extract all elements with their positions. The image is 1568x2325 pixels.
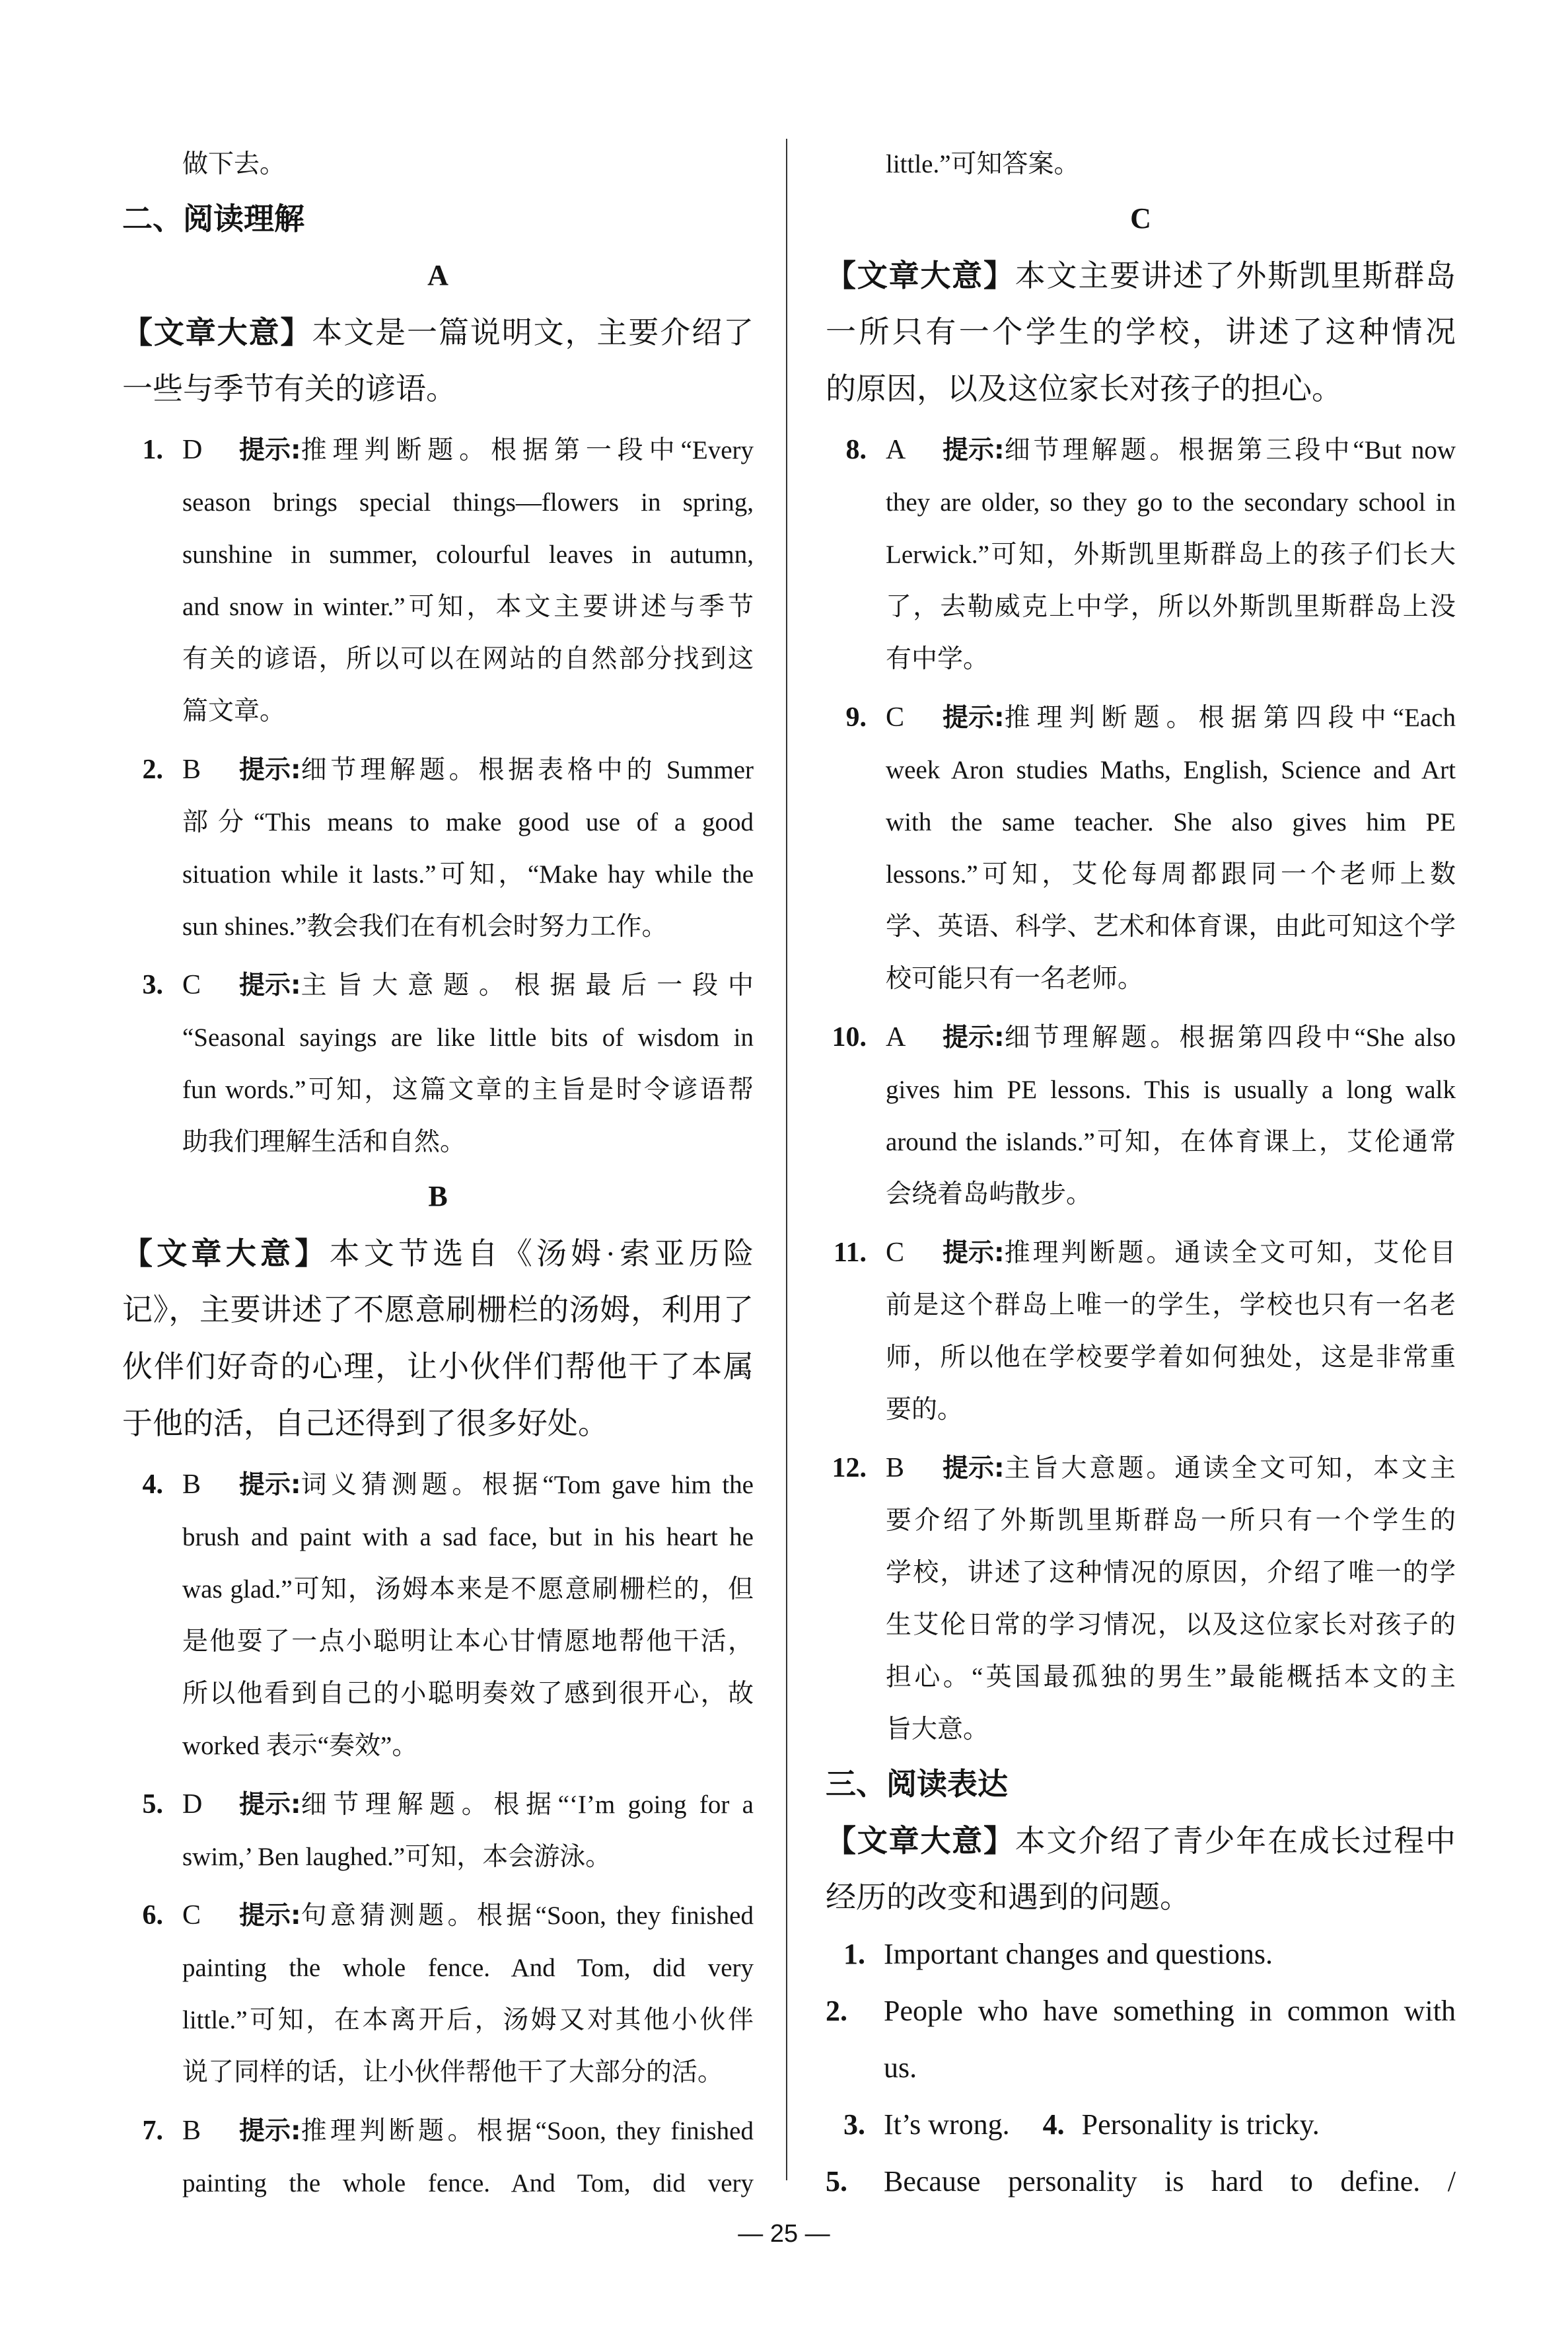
summary-line [826, 1869, 1456, 1926]
summary-line [826, 1812, 1456, 1869]
hint-text-line: lessons.”可知，艾伦每周都跟同一个老师上数 [886, 860, 1456, 889]
answer-item [122, 2105, 754, 2209]
passage-letter: C [1130, 202, 1151, 235]
hint-text-line: fun words.”可知，这篇文章的主旨是时令谚语帮 [182, 1076, 754, 1104]
answer-item [122, 1779, 754, 1883]
hint-text-line: with the same teacher. She also gives him PE [886, 808, 1456, 836]
item-number: 3. [142, 970, 163, 1000]
hint-text-line: little.”可知，在本离开后，汤姆又对其他小伙伴 [182, 2006, 754, 2034]
hint-text-line: 有中学。 [886, 645, 989, 673]
hint-label: 提示: [239, 971, 301, 1000]
expression-answer-line [826, 2153, 1456, 2210]
answer-letter: D [182, 435, 203, 465]
column-divider [786, 139, 787, 2180]
hint-text: 推理判断题。根据第一段中“Every [301, 436, 754, 464]
expression-answer-line [826, 1983, 1456, 2040]
hint-text-line: 校可能只有一名老师。 [886, 965, 1144, 993]
hint-label: 提示: [239, 1790, 301, 1820]
summary-line [122, 304, 754, 361]
answer-item [122, 424, 754, 737]
left-column [122, 138, 754, 2209]
continued-text: little.”可知答案。 [886, 150, 1080, 178]
summary-label: 【文章大意】 [826, 1823, 1015, 1859]
summary-line [826, 247, 1456, 304]
answer-item-first-line [122, 2105, 754, 2157]
answer-text: us. [884, 2051, 917, 2084]
hint-text-line: 是他耍了一点小聪明让本心甘情愿地帮他干活， [182, 1627, 754, 1656]
hint-text: 推理判断题。根据第四段中“Each [1004, 704, 1456, 732]
hint-label: 提示: [943, 1023, 1005, 1052]
hint-text: 推理判断题。通读全文可知，艾伦目 [1004, 1239, 1456, 1267]
answer-letter: C [182, 1900, 201, 1931]
item-number: 10. [832, 1022, 867, 1052]
hint-label: 提示: [239, 435, 301, 465]
summary-line [826, 304, 1456, 361]
answer-text: It’s wrong. [884, 2108, 1010, 2141]
hint-label: 提示: [239, 1901, 301, 1931]
answer-letter: B [182, 1469, 201, 1500]
passage-summary [122, 1225, 754, 1452]
item-number: 12. [832, 1453, 867, 1483]
hint-text: 主旨大意题。根据最后一段中 [301, 971, 754, 1000]
hint-text-line: and snow in winter.”可知，本文主要讲述与季节 [182, 593, 754, 621]
passage-summary [122, 304, 754, 418]
continued-text: 做下去。 [182, 150, 286, 178]
hint-text-line: 要的。 [886, 1395, 964, 1424]
answer-item-first-line [826, 1442, 1456, 1495]
hint-label: 提示: [239, 755, 301, 785]
hint-text-line: 助我们理解生活和自然。 [182, 1128, 466, 1156]
passage-summary [826, 247, 1456, 418]
summary-line [122, 361, 754, 418]
answer-number: 4. [1042, 2108, 1065, 2141]
hint-text-line: swim,’ Ben laughed.”可知，本会游泳。 [182, 1843, 612, 1871]
hint-label: 提示: [943, 1454, 1005, 1483]
hint-text-line: 前是这个群岛上唯一的学生，学校也只有一名老 [886, 1291, 1456, 1319]
hint-text-line: painting the whole fence. And Tom, did very [182, 2169, 754, 2197]
answer-letter: C [886, 1237, 905, 1268]
answer-item [826, 424, 1456, 685]
summary-text: 的原因，以及这位家长对孩子的担心。 [826, 372, 1342, 406]
hint-text: 细节理解题。根据表格中的 Summer [301, 756, 754, 784]
item-number: 11. [833, 1237, 867, 1268]
summary-line [122, 1282, 754, 1339]
hint-text: 细节理解题。根据“‘I’m going for a [301, 1790, 754, 1819]
hint-text: 推理判断题。根据“Soon, they finished [301, 2117, 754, 2145]
hint-text-line: around the islands.”可知，在体育课上，艾伦通常 [886, 1128, 1456, 1156]
hint-text-line: 部分“This means to make good use of a good [182, 808, 754, 836]
expression-answer-line [826, 2096, 1456, 2153]
answer-letter: A [886, 1022, 906, 1052]
answer-number: 2. [826, 1995, 847, 2027]
answer-item-first-line [122, 424, 754, 476]
answer-item [826, 692, 1456, 1005]
hint-label: 提示: [239, 2116, 301, 2146]
answer-letter: A [886, 435, 906, 465]
item-number: 1. [142, 435, 163, 465]
answer-item-first-line [826, 424, 1456, 476]
hint-text-line: 篇文章。 [182, 697, 286, 725]
hint-text-line: Lerwick.”可知，外斯凯里斯群岛上的孩子们长大 [886, 540, 1456, 569]
answer-item [122, 1890, 754, 2098]
right-column [826, 138, 1456, 2210]
summary-text: 于他的活，自己还得到了很多好处。 [122, 1407, 608, 1440]
answer-item [826, 1442, 1456, 1755]
hint-text-line: 说了同样的话，让小伙伴帮他干了大部分的活。 [182, 2058, 724, 2086]
hint-text-line: they are older, so they go to the secondary school in [886, 488, 1456, 517]
hint-text-line: 有关的谚语，所以可以在网站的自然部分找到这 [182, 645, 754, 673]
answer-item-first-line [826, 1227, 1456, 1279]
hint-text-line: 所以他看到自己的小聪明奏效了感到很开心，故 [182, 1679, 754, 1708]
answer-letter: B [886, 1453, 905, 1483]
answer-item-first-line [122, 1459, 754, 1511]
hint-text: 句意猜测题。根据“Soon, they finished [301, 1901, 754, 1930]
hint-text-line: season brings special things—flowers in spring, [182, 488, 754, 517]
answer-letter: B [182, 755, 201, 785]
hint-text-line: was glad.”可知，汤姆本来是不愿意刷栅栏的，但 [182, 1575, 754, 1604]
summary-line [122, 1339, 754, 1395]
answer-item [122, 744, 754, 953]
summary-text: 一所只有一个学生的学校，讲述了这种情况 [826, 315, 1456, 349]
answer-item-first-line [122, 959, 754, 1012]
answer-item-first-line [122, 744, 754, 796]
answer-text: Because personality is hard to define. / [884, 2165, 1456, 2197]
hint-text: 细节理解题。根据第三段中“But now [1004, 436, 1456, 464]
item-number: 9. [845, 702, 867, 733]
answer-number: 1. [843, 1938, 865, 1970]
summary-text: 伙伴们好奇的心理，让小伙伴们帮他干了本属 [122, 1350, 754, 1384]
answer-item [826, 1227, 1456, 1436]
summary-line [122, 1395, 754, 1452]
hint-text-line: 了，去勒威克上中学，所以外斯凯里斯群岛上没 [886, 593, 1456, 621]
answer-text: Important changes and questions. [884, 1938, 1273, 1970]
answer-letter: C [886, 702, 905, 733]
hint-text: 主旨大意题。通读全文可知，本文主 [1004, 1454, 1456, 1483]
hint-text-line: 学、英语、科学、艺术和体育课，由此可知这个学 [886, 912, 1456, 941]
item-number: 8. [845, 435, 867, 465]
answer-text: Personality is tricky. [1081, 2108, 1320, 2141]
hint-text: 细节理解题。根据第四段中“She also [1004, 1023, 1456, 1052]
hint-text-line: 要介绍了外斯凯里斯群岛一所只有一个学生的 [886, 1506, 1456, 1535]
summary-text: 本文主要讲述了外斯凯里斯群岛 [1015, 259, 1456, 293]
passage-letter: B [428, 1180, 448, 1212]
answer-text: People who have something in common with [884, 1995, 1456, 2027]
summary-line [826, 361, 1456, 418]
answer-number: 5. [826, 2165, 847, 2197]
hint-label: 提示: [943, 435, 1005, 465]
summary-label: 【文章大意】 [122, 314, 312, 350]
answer-item-first-line [826, 692, 1456, 744]
item-number: 5. [142, 1789, 163, 1820]
hint-text-line: “Seasonal sayings are like little bits of wisdom in [182, 1023, 754, 1052]
hint-text-line: 旨大意。 [886, 1715, 989, 1744]
hint-text: 词义猜测题。根据“Tom gave him the [301, 1471, 754, 1499]
section-heading: 三、阅读表达 [826, 1766, 1008, 1802]
answer-item [122, 959, 754, 1168]
hint-text-line: 生艾伦日常的学习情况，以及这位家长对孩子的 [886, 1611, 1456, 1639]
answer-letter: C [182, 970, 201, 1000]
hint-text-line: sun shines.”教会我们在有机会时努力工作。 [182, 912, 668, 941]
answer-item-first-line [122, 1779, 754, 1831]
expression-answer-line [826, 1926, 1456, 1983]
expression-answer-line [826, 2040, 1456, 2096]
summary-text: 记》，主要讲述了不愿意刷栅栏的汤姆，利用了 [122, 1293, 754, 1327]
answer-letter: B [182, 2116, 201, 2146]
item-number: 4. [142, 1469, 163, 1500]
summary-label: 【文章大意】 [122, 1236, 330, 1271]
summary-text: 本文是一篇说明文，主要介绍了 [312, 316, 754, 350]
hint-text-line: 学校，讲述了这种情况的原因，介绍了唯一的学 [886, 1559, 1456, 1587]
summary-text: 一些与季节有关的谚语。 [122, 372, 456, 406]
hint-label: 提示: [239, 1470, 301, 1500]
item-number: 6. [142, 1900, 163, 1931]
passage-summary [826, 1812, 1456, 1926]
answer-item [826, 1012, 1456, 1220]
hint-text-line: sunshine in summer, colourful leaves in autumn, [182, 540, 754, 569]
hint-text-line: gives him PE lessons. This is usually a long walk [886, 1076, 1456, 1104]
summary-label: 【文章大意】 [826, 258, 1015, 293]
hint-label: 提示: [943, 1238, 1005, 1268]
answer-item [122, 1459, 754, 1772]
answer-item-first-line [122, 1890, 754, 1942]
summary-text: 本文介绍了青少年在成长过程中 [1015, 1824, 1456, 1858]
hint-text-line: situation while it lasts.”可知，“Make hay while the [182, 860, 754, 889]
hint-text-line: week Aron studies Maths, English, Science and Art [886, 756, 1456, 784]
section-heading: 二、阅读理解 [122, 201, 304, 237]
passage-letter: A [427, 259, 448, 291]
item-number: 7. [142, 2116, 163, 2146]
answer-number: 3. [843, 2108, 865, 2141]
answer-letter: D [182, 1789, 203, 1820]
hint-text-line: painting the whole fence. And Tom, did very [182, 1954, 754, 1982]
hint-text-line: 会绕着岛屿散步。 [886, 1180, 1092, 1208]
item-number: 2. [142, 755, 163, 785]
summary-text: 经历的改变和遇到的问题。 [826, 1880, 1190, 1914]
hint-text-line: brush and paint with a sad face, but in his heart he [182, 1523, 754, 1551]
answer-item-first-line [826, 1012, 1456, 1064]
hint-text-line: 师，所以他在学校要学着如何独处，这是非常重 [886, 1343, 1456, 1372]
summary-text: 本文节选自《汤姆·索亚历险 [329, 1237, 754, 1271]
hint-text-line: 担心。“英国最孤独的男生”最能概括本文的主 [886, 1663, 1456, 1691]
page-number: — 25 — [738, 2220, 830, 2248]
hint-label: 提示: [943, 703, 1005, 733]
hint-text-line: worked 表示“奏效”。 [182, 1732, 418, 1760]
summary-line [122, 1225, 754, 1282]
